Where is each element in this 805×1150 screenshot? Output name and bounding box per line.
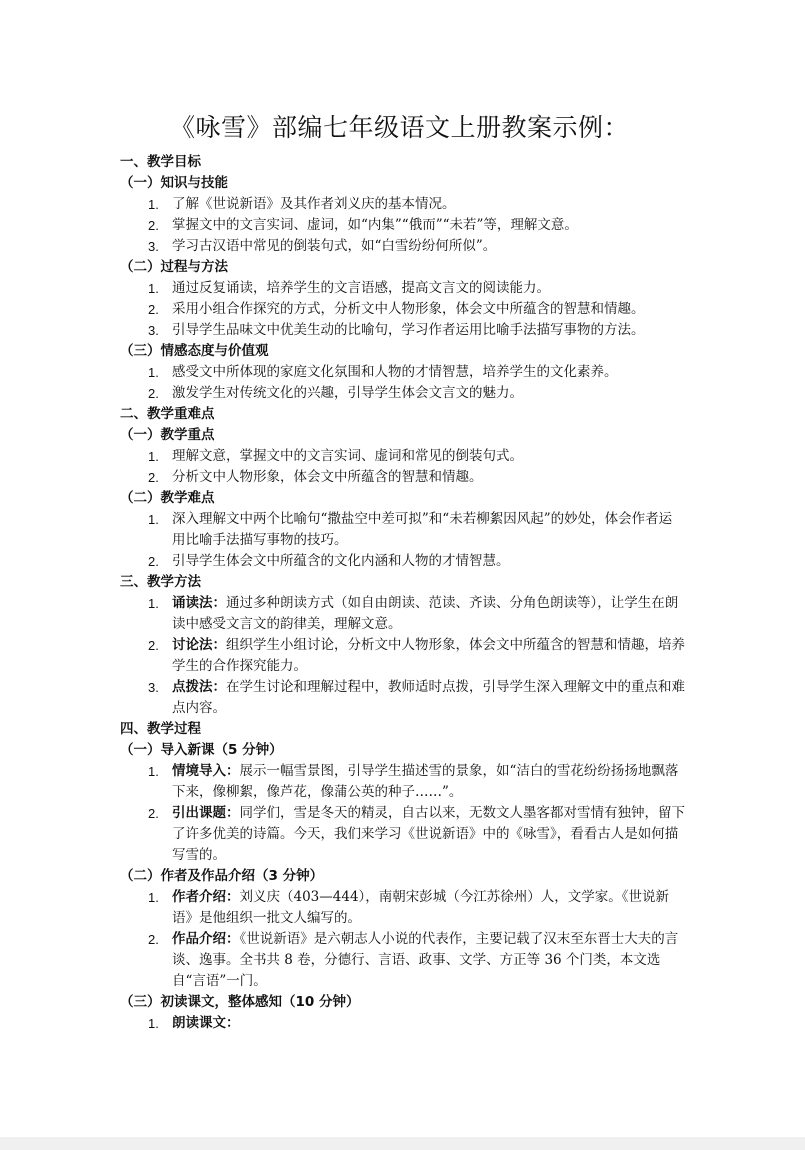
list-item	[120, 551, 685, 572]
section-heading: 二、教学重难点	[120, 406, 215, 422]
item-text: 理解文意，掌握文中的文言实词、虚词和常见的倒装句式。	[172, 448, 523, 464]
list-item	[120, 278, 685, 299]
numbered-list	[120, 761, 685, 866]
list-item	[120, 362, 685, 383]
list-item	[120, 803, 685, 866]
list-number: 2.	[148, 302, 159, 317]
numbered-list	[120, 446, 685, 488]
page-title: 《咏雪》部编七年级语文上册教案示例：	[169, 113, 629, 142]
numbered-list	[120, 887, 685, 992]
list-item	[120, 215, 685, 236]
numbered-list	[120, 194, 685, 257]
item-text: 组织学生小组讨论，分析文中人物形象，体会文中所蕴含的智慧和情趣，培养学生的合作探究能力。	[172, 637, 685, 674]
list-item	[120, 635, 685, 677]
numbered-list	[120, 278, 685, 341]
list-number: 1.	[148, 197, 159, 212]
list-number: 1.	[148, 281, 159, 296]
item-text: 通过多种朗读方式（如自由朗读、范读、齐读、分角色朗读等），让学生在朗读中感受文言文的韵律美，理解文意。	[172, 595, 679, 632]
list-item	[120, 446, 685, 467]
list-item	[120, 761, 685, 803]
list-number: 1.	[148, 449, 159, 464]
section-heading: 一、教学目标	[120, 154, 201, 170]
item-text: 展示一幅雪景图，引导学生描述雪的景象，如“洁白的雪花纷纷扬扬地飘落下来，像柳絮，像芦花，像蒲公英的种子……”。	[172, 763, 679, 800]
section-heading: （二）教学难点	[120, 490, 215, 506]
section-heading: （一）教学重点	[120, 427, 215, 443]
numbered-list	[120, 593, 685, 719]
section-heading: 三、教学方法	[120, 574, 201, 590]
item-text: 采用小组合作探究的方式，分析文中人物形象，体会文中所蕴含的智慧和情趣。	[172, 301, 645, 317]
list-number: 1.	[148, 890, 159, 905]
section-heading: （三）情感态度与价值观	[120, 343, 269, 359]
list-number: 1.	[148, 596, 159, 611]
item-label: 诵读法：	[172, 595, 226, 611]
item-text: 深入理解文中两个比喻句“撒盐空中差可拟”和“未若柳絮因风起”的妙处，体会作者运用比喻手法描写事物的技巧。	[172, 511, 673, 548]
item-text: 《世说新语》是六朝志人小说的代表作，主要记载了汉末至东晋士大夫的言谈、逸事。全书共 8 卷，分德行、言语、政事、文学、方正等 36 个门类，本文选自“言语”一门。	[172, 931, 679, 989]
numbered-list	[120, 362, 685, 404]
item-text: 引导学生品味文中优美生动的比喻句，学习作者运用比喻手法描写事物的方法。	[172, 322, 645, 338]
list-number: 2.	[148, 554, 159, 569]
numbered-list	[120, 509, 685, 572]
item-text: 引导学生体会文中所蕴含的文化内涵和人物的才情智慧。	[172, 553, 510, 569]
section-heading: （二）过程与方法	[120, 259, 228, 275]
list-number: 2.	[148, 470, 159, 485]
list-number: 3.	[148, 680, 159, 695]
item-label: 作品介绍：	[172, 931, 240, 947]
list-item	[120, 467, 685, 488]
item-text: 通过反复诵读，培养学生的文言语感，提高文言文的阅读能力。	[172, 280, 550, 296]
list-item	[120, 299, 685, 320]
item-label: 情境导入：	[172, 763, 240, 779]
list-number: 2.	[148, 218, 159, 233]
list-item	[120, 236, 685, 257]
list-item	[120, 929, 685, 992]
list-item	[120, 593, 685, 635]
item-text: 同学们，雪是冬天的精灵，自古以来，无数文人墨客都对雪情有独钟，留下了许多优美的诗篇。今天，我们来学习《世说新语》中的《咏雪》，看看古人是如何描写雪的。	[172, 805, 685, 863]
list-item	[120, 677, 685, 719]
item-label: 引出课题：	[172, 805, 240, 821]
list-number: 1.	[148, 764, 159, 779]
list-number: 1.	[148, 512, 159, 527]
item-label: 讨论法：	[172, 637, 226, 653]
list-item	[120, 887, 685, 929]
item-label: 作者介绍：	[172, 889, 240, 905]
section-heading: （一）知识与技能	[120, 175, 228, 191]
item-text: 在学生讨论和理解过程中，教师适时点拨，引导学生深入理解文中的重点和难点内容。	[172, 679, 685, 716]
list-number: 2.	[148, 806, 159, 821]
list-number: 1.	[148, 1016, 159, 1031]
section-heading: 四、教学过程	[120, 721, 201, 737]
list-number: 2.	[148, 638, 159, 653]
item-label: 点拨法：	[172, 679, 226, 695]
item-text: 激发学生对传统文化的兴趣，引导学生体会文言文的魅力。	[172, 385, 523, 401]
section-heading: （一）导入新课（5 分钟）	[120, 742, 283, 758]
item-text: 感受文中所体现的家庭文化氛围和人物的才情智慧，培养学生的文化素养。	[172, 364, 618, 380]
section-heading: （二）作者及作品介绍（3 分钟）	[120, 868, 324, 884]
item-text: 学习古汉语中常见的倒装句式，如“白雪纷纷何所似”。	[172, 238, 497, 254]
list-item	[120, 383, 685, 404]
item-text: 了解《世说新语》及其作者刘义庆的基本情况。	[172, 196, 456, 212]
list-item	[120, 509, 685, 551]
list-item	[120, 320, 685, 341]
item-text: 刘义庆（403—444），南朝宋彭城（今江苏徐州）人，文学家。《世说新语》是他组织一批文人编写的。	[172, 889, 670, 926]
section-heading: （三）初读课文，整体感知（10 分钟）	[120, 994, 360, 1010]
list-item	[120, 194, 685, 215]
item-text: 掌握文中的文言实词、虚词，如“内集”“俄而”“未若”等，理解文意。	[172, 217, 578, 233]
item-label: 朗读课文：	[172, 1015, 240, 1031]
list-number: 3.	[148, 239, 159, 254]
list-number: 1.	[148, 365, 159, 380]
item-text: 分析文中人物形象，体会文中所蕴含的智慧和情趣。	[172, 469, 483, 485]
document-body	[120, 152, 685, 1034]
list-number: 2.	[148, 386, 159, 401]
list-number: 2.	[148, 932, 159, 947]
list-item	[120, 1013, 685, 1034]
list-number: 3.	[148, 323, 159, 338]
numbered-list	[120, 1013, 685, 1034]
